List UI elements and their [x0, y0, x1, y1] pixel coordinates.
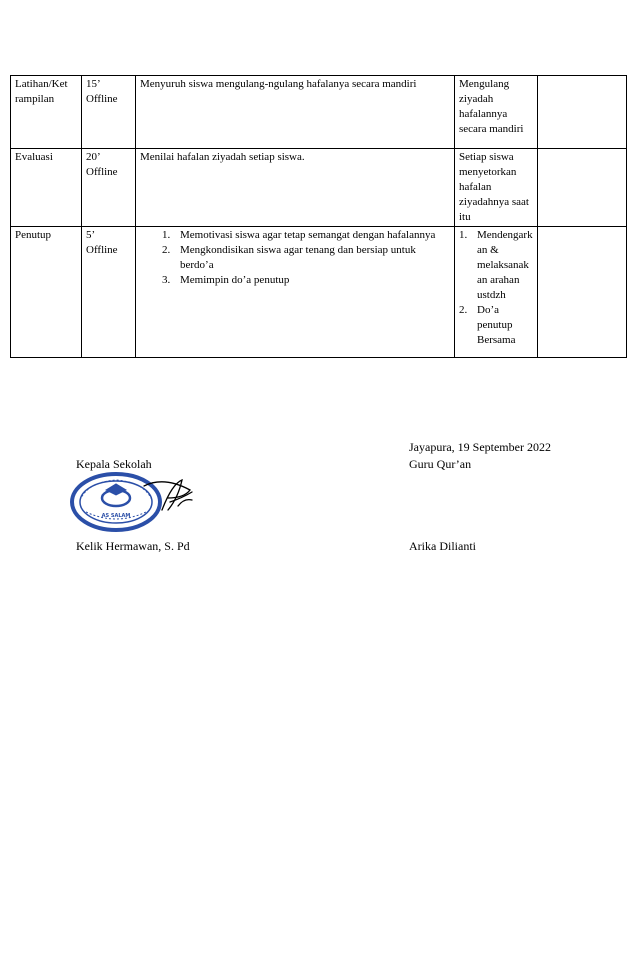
svg-text:SMP IT: SMP IT [104, 496, 128, 503]
student-activity-cell: Setiap siswa menyetorkan hafalan ziyadahnya saat itu [455, 149, 538, 227]
lesson-plan-table [10, 75, 627, 358]
duration-cell [82, 149, 136, 227]
table-row [11, 227, 627, 358]
closing-student-list [459, 228, 533, 348]
list-item: 2. Do’a penutup Bersama [459, 304, 516, 346]
table-row [11, 76, 627, 149]
activity-cell: Menilai hafalan ziyadah setiap siswa. [136, 149, 455, 227]
mode-text: Offline [86, 93, 118, 105]
table-row [11, 149, 627, 227]
teacher-name: Arika Dilianti [409, 539, 476, 553]
svg-text:AS SALAM: AS SALAM [101, 513, 131, 519]
place-date: Jayapura, 19 September 2022 [409, 440, 551, 454]
activity-cell: Menyuruh siswa mengulang-ngulang hafalanya secara mandiri [136, 76, 455, 149]
list-item: 1. Memotivasi siswa agar tetap semangat dengan hafalannya [162, 229, 436, 241]
phase-cell: Evaluasi [11, 149, 82, 227]
school-seal-icon [66, 470, 206, 534]
duration-cell [82, 76, 136, 149]
mode-text: Offline [86, 244, 118, 256]
teacher-role: Guru Qur’an [409, 457, 472, 471]
phase-cell: Penutup [11, 227, 82, 358]
duration-cell [82, 227, 136, 358]
list-item: 3. Memimpin do’a penutup [162, 274, 290, 286]
student-activity-cell [455, 227, 538, 358]
duration-text: 5’ [86, 229, 96, 241]
phase-cell: Latihan/Ket rampilan [11, 76, 82, 149]
student-activity-cell: Mengulang ziyadah hafalannya secara mandiri [455, 76, 538, 149]
principal-name: Kelik Hermawan, S. Pd [76, 539, 190, 553]
note-cell [538, 149, 627, 227]
closing-activity-list [140, 228, 450, 288]
mode-text: Offline [86, 166, 118, 178]
principal-role: Kepala Sekolah [76, 457, 152, 471]
duration-text: 20’ [86, 151, 101, 163]
duration-text: 15’ [86, 78, 101, 90]
note-cell [538, 227, 627, 358]
activity-cell [136, 227, 455, 358]
list-item: 1. Mendengarkan & melaksanakan arahan ustdzh [459, 229, 533, 301]
note-cell [538, 76, 627, 149]
list-item: 2. Mengkondisikan siswa agar tenang dan bersiap untuk berdo’a [162, 244, 416, 271]
